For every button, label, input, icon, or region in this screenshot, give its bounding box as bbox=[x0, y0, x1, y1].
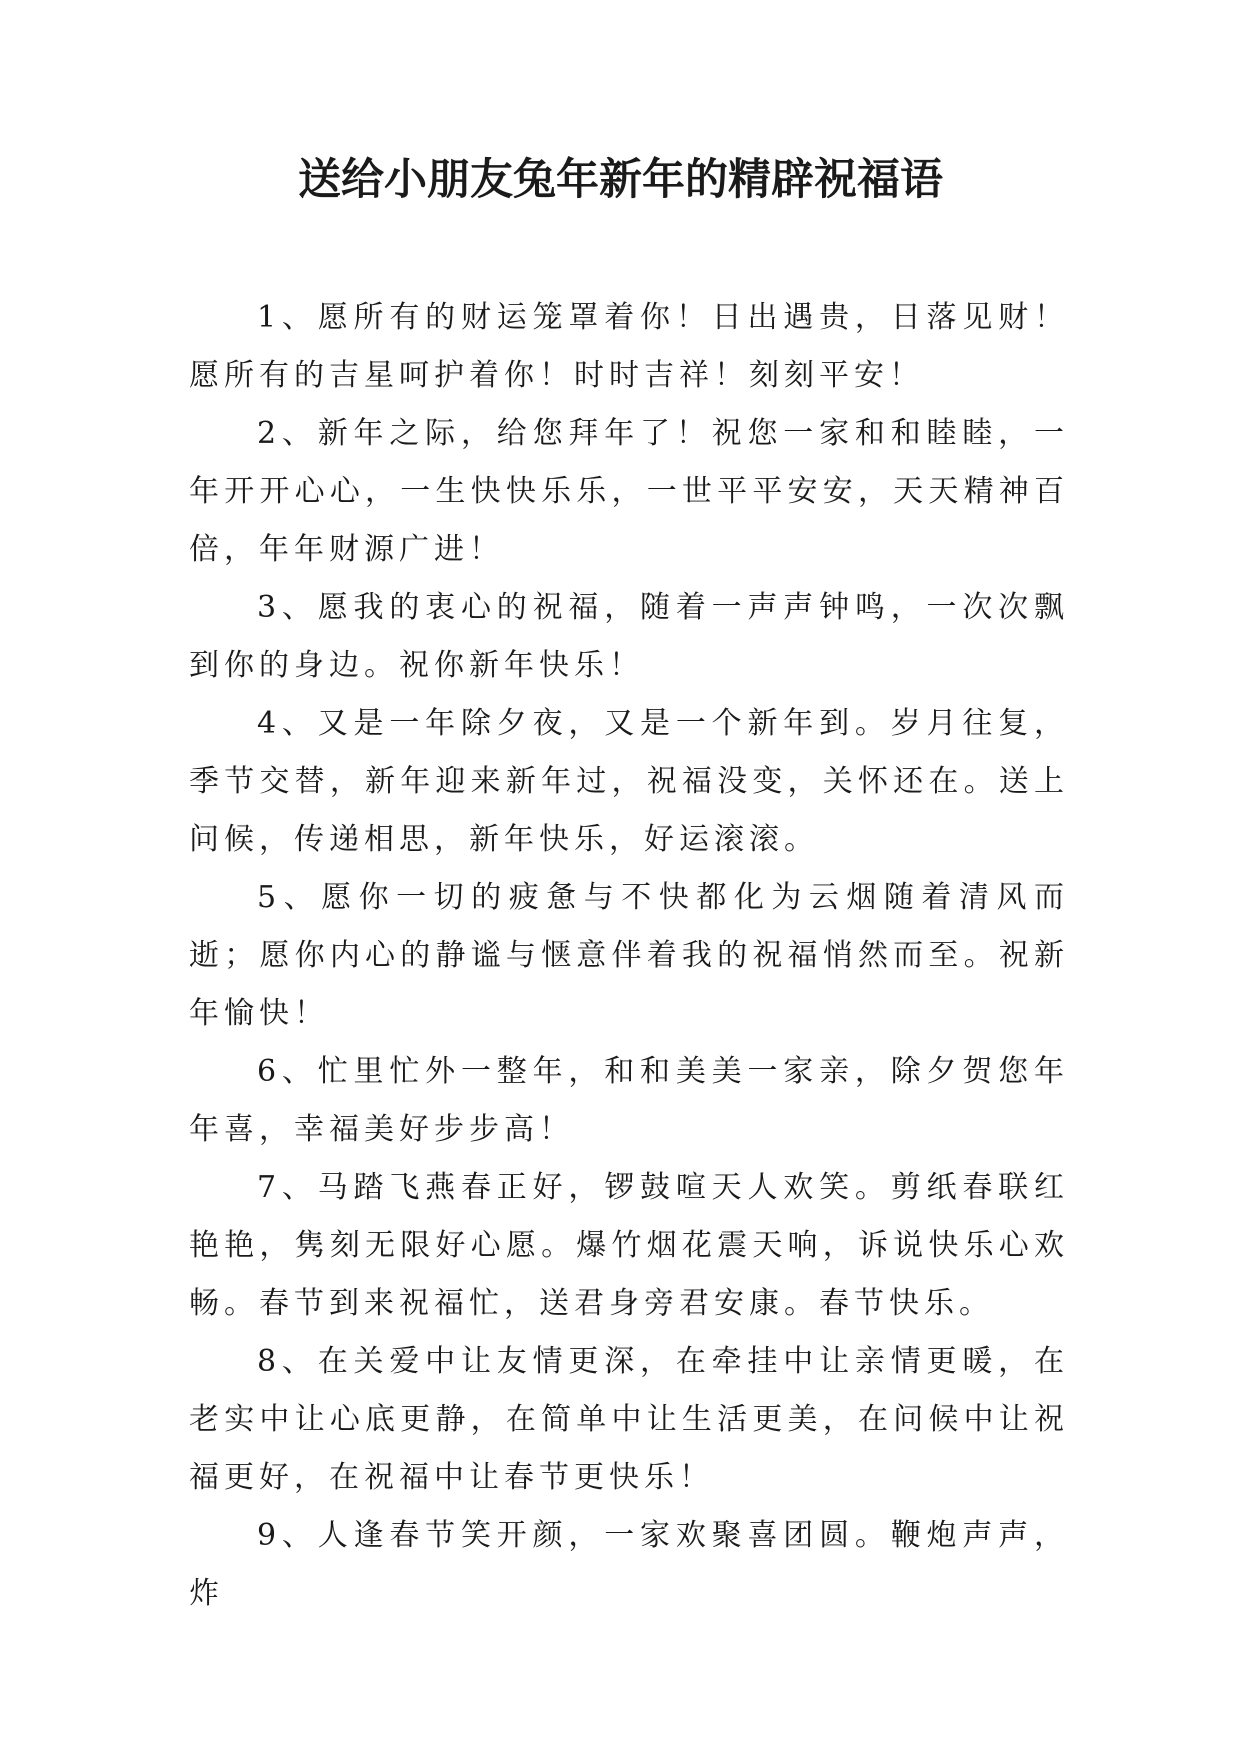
paragraph-9: 9、人逢春节笑开颜，一家欢聚喜团圆。鞭炮声声，炸 bbox=[189, 1518, 1069, 1611]
paragraph-3: 3、愿我的衷心的祝福，随着一声声钟鸣，一次次飘到你的身边。祝你新年快乐！ bbox=[189, 590, 1069, 683]
paragraph-1: 1、愿所有的财运笼罩着你！日出遇贵，日落见财！愿所有的吉星呵护着你！时时吉祥！刻刻平安！ bbox=[189, 300, 1069, 393]
document-title: 送给小朋友兔年新年的精辟祝福语 bbox=[298, 155, 943, 205]
paragraph-2: 2、新年之际，给您拜年了！祝您一家和和睦睦，一年开开心心，一生快快乐乐，一世平平安安，天天精神百倍，年年财源广进！ bbox=[189, 416, 1069, 567]
paragraph-6: 6、忙里忙外一整年，和和美美一家亲，除夕贺您年年喜，幸福美好步步高！ bbox=[189, 1054, 1069, 1147]
paragraph-7: 7、马踏飞燕春正好，锣鼓喧天人欢笑。剪纸春联红艳艳，隽刻无限好心愿。爆竹烟花震天响，诉说快乐心欢畅。春节到来祝福忙，送君身旁君安康。春节快乐。 bbox=[189, 1170, 1069, 1321]
document-body bbox=[189, 289, 1069, 1623]
paragraph-8: 8、在关爱中让友情更深，在牵挂中让亲情更暖，在老实中让心底更静，在简单中让生活更美，在问候中让祝福更好，在祝福中让春节更快乐！ bbox=[189, 1344, 1069, 1495]
paragraph-5: 5、愿你一切的疲惫与不快都化为云烟随着清风而逝；愿你内心的静谧与惬意伴着我的祝福悄然而至。祝新年愉快！ bbox=[189, 880, 1069, 1031]
paragraph-4: 4、又是一年除夕夜，又是一个新年到。岁月往复，季节交替，新年迎来新年过，祝福没变，关怀还在。送上问候，传递相思，新年快乐，好运滚滚。 bbox=[189, 706, 1069, 857]
